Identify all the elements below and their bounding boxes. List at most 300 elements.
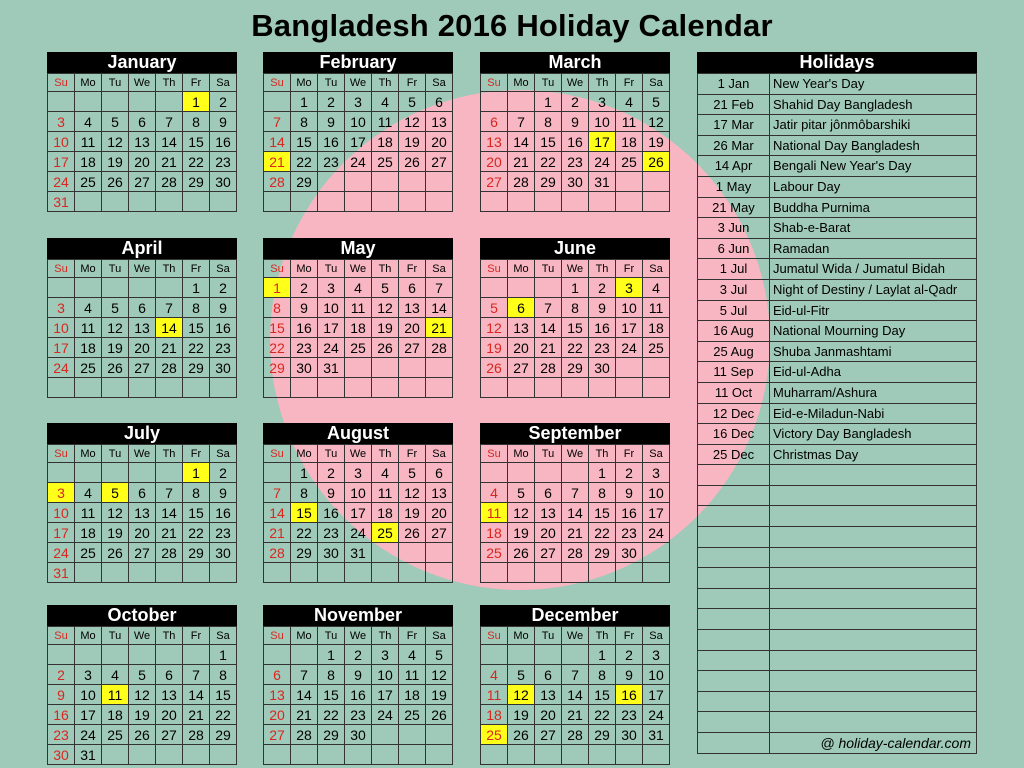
day-cell: 27 [508, 358, 535, 378]
month-name: December [480, 605, 670, 626]
holiday-date-empty [698, 465, 770, 486]
weekday-label: Th [156, 260, 183, 278]
day-cell: 10 [48, 132, 75, 152]
day-cell: 13 [508, 318, 535, 338]
holiday-row [698, 218, 977, 239]
empty-day-cell [562, 745, 589, 765]
empty-day-cell [345, 563, 372, 583]
day-cell: 12 [399, 112, 426, 132]
day-cell: 7 [183, 665, 210, 685]
weekday-label: Su [481, 260, 508, 278]
holiday-date-empty [698, 609, 770, 630]
weekday-label: We [129, 627, 156, 645]
weekday-label: Tu [535, 445, 562, 463]
empty-day-cell [75, 378, 102, 398]
empty-day-cell [318, 378, 345, 398]
empty-day-cell [426, 172, 453, 192]
empty-day-cell [156, 563, 183, 583]
empty-day-cell [508, 278, 535, 298]
holiday-day-cell: 17 [589, 132, 616, 152]
empty-day-cell [48, 463, 75, 483]
holiday-row-empty [698, 651, 977, 672]
day-cell: 28 [508, 172, 535, 192]
holiday-name-empty [770, 630, 977, 651]
day-cell: 27 [129, 543, 156, 563]
day-cell: 2 [318, 92, 345, 112]
empty-day-cell [616, 378, 643, 398]
empty-day-cell [156, 463, 183, 483]
holiday-name-empty [770, 465, 977, 486]
weekday-label: Mo [291, 445, 318, 463]
holiday-row-empty [698, 712, 977, 733]
empty-day-cell [481, 645, 508, 665]
month-grid [263, 259, 453, 398]
holiday-name-empty [770, 589, 977, 610]
empty-day-cell [129, 278, 156, 298]
day-cell: 27 [399, 338, 426, 358]
empty-day-cell [399, 192, 426, 212]
weekday-label: Mo [291, 74, 318, 92]
month-november [263, 605, 453, 765]
day-cell: 25 [75, 543, 102, 563]
day-cell: 16 [589, 318, 616, 338]
day-cell: 4 [75, 298, 102, 318]
day-cell: 29 [183, 358, 210, 378]
day-cell: 20 [535, 705, 562, 725]
day-cell: 4 [345, 278, 372, 298]
holiday-row [698, 280, 977, 301]
day-cell: 27 [156, 725, 183, 745]
weekday-label: Th [589, 260, 616, 278]
day-cell: 13 [481, 132, 508, 152]
day-cell: 26 [481, 358, 508, 378]
month-september [480, 423, 670, 583]
empty-day-cell [345, 172, 372, 192]
empty-day-cell [399, 358, 426, 378]
day-cell: 13 [156, 685, 183, 705]
day-cell: 8 [562, 298, 589, 318]
empty-day-cell [399, 745, 426, 765]
day-cell: 5 [508, 665, 535, 685]
month-name: January [47, 52, 237, 73]
day-cell: 20 [129, 338, 156, 358]
empty-day-cell [102, 563, 129, 583]
empty-day-cell [481, 192, 508, 212]
empty-day-cell [399, 725, 426, 745]
day-cell: 23 [562, 152, 589, 172]
month-july [47, 423, 237, 583]
weekday-label: Mo [291, 627, 318, 645]
weekday-label: Mo [508, 627, 535, 645]
day-cell: 18 [399, 685, 426, 705]
weekday-label: Fr [399, 445, 426, 463]
day-cell: 20 [129, 152, 156, 172]
holiday-name: Ramadan [770, 239, 977, 260]
empty-day-cell [156, 645, 183, 665]
empty-day-cell [562, 192, 589, 212]
holiday-date: 12 Dec [698, 404, 770, 425]
day-cell: 12 [102, 318, 129, 338]
day-cell: 4 [399, 645, 426, 665]
day-cell: 1 [291, 92, 318, 112]
month-august [263, 423, 453, 583]
day-cell: 17 [48, 523, 75, 543]
day-cell: 5 [129, 665, 156, 685]
day-cell: 16 [291, 318, 318, 338]
page-title: Bangladesh 2016 Holiday Calendar [251, 8, 773, 43]
day-cell: 6 [535, 665, 562, 685]
day-cell: 7 [562, 665, 589, 685]
holiday-date-empty [698, 630, 770, 651]
day-cell: 2 [48, 665, 75, 685]
holiday-row [698, 136, 977, 157]
day-cell: 21 [562, 705, 589, 725]
empty-day-cell [481, 463, 508, 483]
empty-day-cell [481, 278, 508, 298]
empty-day-cell [426, 543, 453, 563]
day-cell: 25 [616, 152, 643, 172]
day-cell: 11 [372, 112, 399, 132]
day-cell: 18 [345, 318, 372, 338]
day-cell: 12 [102, 503, 129, 523]
day-cell: 29 [183, 172, 210, 192]
empty-day-cell [399, 563, 426, 583]
day-cell: 15 [562, 318, 589, 338]
day-cell: 14 [508, 132, 535, 152]
day-cell: 19 [129, 705, 156, 725]
day-cell: 13 [129, 132, 156, 152]
day-cell: 24 [616, 338, 643, 358]
holiday-date: 14 Apr [698, 156, 770, 177]
day-cell: 5 [426, 645, 453, 665]
day-cell: 9 [318, 483, 345, 503]
empty-day-cell [372, 378, 399, 398]
empty-day-cell [372, 745, 399, 765]
day-cell: 8 [183, 298, 210, 318]
day-cell: 18 [75, 338, 102, 358]
holiday-date-empty [698, 506, 770, 527]
holiday-name-empty [770, 651, 977, 672]
empty-day-cell [535, 563, 562, 583]
day-cell: 19 [372, 318, 399, 338]
day-cell: 24 [345, 523, 372, 543]
empty-day-cell [129, 563, 156, 583]
day-cell: 27 [481, 172, 508, 192]
day-cell: 16 [48, 705, 75, 725]
day-cell: 28 [426, 338, 453, 358]
day-cell: 18 [372, 132, 399, 152]
holiday-date-empty [698, 548, 770, 569]
day-cell: 30 [318, 543, 345, 563]
day-cell: 6 [156, 665, 183, 685]
holiday-row [698, 362, 977, 383]
holiday-name: New Year's Day [770, 74, 977, 95]
holiday-day-cell: 14 [156, 318, 183, 338]
holiday-date: 5 Jul [698, 301, 770, 322]
day-cell: 2 [210, 278, 237, 298]
day-cell: 4 [616, 92, 643, 112]
day-cell: 2 [210, 92, 237, 112]
holiday-row [698, 177, 977, 198]
day-cell: 31 [318, 358, 345, 378]
empty-day-cell [75, 645, 102, 665]
day-cell: 13 [535, 685, 562, 705]
empty-day-cell [183, 745, 210, 765]
day-cell: 9 [48, 685, 75, 705]
day-cell: 17 [345, 132, 372, 152]
empty-day-cell [75, 192, 102, 212]
empty-day-cell [535, 645, 562, 665]
empty-day-cell [48, 645, 75, 665]
day-cell: 8 [589, 665, 616, 685]
weekday-label: Su [48, 445, 75, 463]
day-cell: 19 [508, 705, 535, 725]
empty-day-cell [102, 378, 129, 398]
empty-day-cell [372, 172, 399, 192]
month-january [47, 52, 237, 212]
weekday-label: Tu [318, 445, 345, 463]
empty-day-cell [643, 378, 670, 398]
day-cell: 27 [129, 358, 156, 378]
day-cell: 6 [129, 298, 156, 318]
holiday-name: Eid-ul-Fitr [770, 301, 977, 322]
holiday-day-cell: 25 [481, 725, 508, 745]
day-cell: 18 [481, 523, 508, 543]
weekday-label: Sa [643, 627, 670, 645]
empty-day-cell [535, 192, 562, 212]
day-cell: 16 [345, 685, 372, 705]
day-cell: 2 [616, 645, 643, 665]
holiday-row-empty [698, 609, 977, 630]
empty-day-cell [102, 92, 129, 112]
day-cell: 29 [210, 725, 237, 745]
day-cell: 4 [75, 483, 102, 503]
empty-day-cell [535, 378, 562, 398]
day-cell: 17 [643, 503, 670, 523]
day-cell: 16 [210, 503, 237, 523]
day-cell: 30 [562, 172, 589, 192]
empty-day-cell [129, 378, 156, 398]
holiday-day-cell: 16 [616, 685, 643, 705]
day-cell: 30 [345, 725, 372, 745]
holiday-date-empty [698, 692, 770, 713]
holiday-name: National Day Bangladesh [770, 136, 977, 157]
day-cell: 5 [372, 278, 399, 298]
empty-day-cell [372, 725, 399, 745]
day-cell: 14 [562, 503, 589, 523]
day-cell: 24 [48, 543, 75, 563]
weekday-label: We [345, 627, 372, 645]
day-cell: 19 [399, 503, 426, 523]
empty-day-cell [562, 563, 589, 583]
weekday-label: Fr [183, 627, 210, 645]
empty-day-cell [426, 192, 453, 212]
holiday-row [698, 383, 977, 404]
day-cell: 10 [589, 112, 616, 132]
holiday-name: Buddha Purnima [770, 198, 977, 219]
day-cell: 10 [616, 298, 643, 318]
weekday-label: We [345, 74, 372, 92]
month-name: February [263, 52, 453, 73]
day-cell: 19 [508, 523, 535, 543]
weekday-label: Su [481, 74, 508, 92]
month-name: August [263, 423, 453, 444]
day-cell: 21 [156, 338, 183, 358]
day-cell: 15 [183, 132, 210, 152]
day-cell: 3 [48, 112, 75, 132]
weekday-label: Th [589, 627, 616, 645]
day-cell: 29 [291, 172, 318, 192]
day-cell: 27 [535, 725, 562, 745]
weekday-label: Su [48, 260, 75, 278]
day-cell: 30 [48, 745, 75, 765]
weekday-label: Mo [508, 445, 535, 463]
empty-day-cell [48, 278, 75, 298]
day-cell: 7 [562, 483, 589, 503]
day-cell: 21 [535, 338, 562, 358]
weekday-label: Mo [508, 74, 535, 92]
holiday-name-empty [770, 506, 977, 527]
day-cell: 13 [535, 503, 562, 523]
day-cell: 31 [345, 543, 372, 563]
weekday-label: Fr [399, 627, 426, 645]
day-cell: 4 [372, 463, 399, 483]
day-cell: 29 [183, 543, 210, 563]
day-cell: 12 [372, 298, 399, 318]
day-cell: 26 [102, 358, 129, 378]
day-cell: 15 [318, 685, 345, 705]
weekday-label: Mo [291, 260, 318, 278]
day-cell: 19 [643, 132, 670, 152]
day-cell: 22 [562, 338, 589, 358]
day-cell: 26 [102, 172, 129, 192]
empty-day-cell [264, 563, 291, 583]
day-cell: 16 [616, 503, 643, 523]
day-cell: 25 [102, 725, 129, 745]
month-grid [47, 444, 237, 583]
day-cell: 7 [156, 483, 183, 503]
day-cell: 14 [156, 503, 183, 523]
day-cell: 28 [264, 172, 291, 192]
empty-day-cell [535, 278, 562, 298]
weekday-label: We [562, 260, 589, 278]
day-cell: 18 [372, 503, 399, 523]
empty-day-cell [156, 745, 183, 765]
empty-day-cell [264, 378, 291, 398]
day-cell: 5 [508, 483, 535, 503]
holiday-row [698, 445, 977, 466]
empty-day-cell [156, 278, 183, 298]
holiday-date: 21 Feb [698, 95, 770, 116]
day-cell: 29 [589, 725, 616, 745]
day-cell: 5 [399, 92, 426, 112]
empty-day-cell [535, 745, 562, 765]
holiday-row-empty [698, 527, 977, 548]
holiday-name-empty [770, 486, 977, 507]
month-grid [47, 73, 237, 212]
empty-day-cell [589, 192, 616, 212]
holiday-date: 16 Aug [698, 321, 770, 342]
weekday-label: Su [48, 627, 75, 645]
holiday-date: 25 Aug [698, 342, 770, 363]
day-cell: 28 [183, 725, 210, 745]
day-cell: 3 [589, 92, 616, 112]
day-cell: 28 [562, 543, 589, 563]
empty-day-cell [183, 645, 210, 665]
day-cell: 22 [589, 705, 616, 725]
holiday-list [697, 73, 977, 754]
day-cell: 28 [264, 543, 291, 563]
empty-day-cell [129, 645, 156, 665]
day-cell: 15 [183, 318, 210, 338]
day-cell: 26 [399, 523, 426, 543]
month-grid [263, 444, 453, 583]
day-cell: 8 [589, 483, 616, 503]
day-cell: 27 [426, 152, 453, 172]
month-grid [263, 73, 453, 212]
empty-day-cell [129, 92, 156, 112]
day-cell: 30 [291, 358, 318, 378]
empty-day-cell [508, 745, 535, 765]
month-name: November [263, 605, 453, 626]
day-cell: 2 [210, 463, 237, 483]
holiday-day-cell: 12 [508, 685, 535, 705]
holiday-row [698, 156, 977, 177]
holiday-name: Labour Day [770, 177, 977, 198]
day-cell: 28 [562, 725, 589, 745]
day-cell: 10 [372, 665, 399, 685]
holiday-row-empty [698, 506, 977, 527]
day-cell: 1 [291, 463, 318, 483]
day-cell: 7 [426, 278, 453, 298]
day-cell: 3 [643, 645, 670, 665]
day-cell: 31 [48, 192, 75, 212]
day-cell: 29 [589, 543, 616, 563]
empty-day-cell [589, 378, 616, 398]
holiday-date: 3 Jun [698, 218, 770, 239]
day-cell: 24 [589, 152, 616, 172]
holiday-date: 1 Jul [698, 259, 770, 280]
day-cell: 8 [291, 112, 318, 132]
day-cell: 8 [183, 483, 210, 503]
holiday-date: 11 Sep [698, 362, 770, 383]
month-march [480, 52, 670, 212]
day-cell: 23 [345, 705, 372, 725]
empty-day-cell [508, 378, 535, 398]
day-cell: 11 [372, 483, 399, 503]
day-cell: 10 [345, 483, 372, 503]
day-cell: 12 [102, 132, 129, 152]
day-cell: 6 [535, 483, 562, 503]
empty-day-cell [345, 192, 372, 212]
weekday-label: Fr [616, 74, 643, 92]
day-cell: 26 [399, 152, 426, 172]
holiday-date-empty [698, 527, 770, 548]
empty-day-cell [643, 358, 670, 378]
weekday-label: Tu [102, 627, 129, 645]
month-april [47, 238, 237, 398]
empty-day-cell [102, 645, 129, 665]
day-cell: 29 [562, 358, 589, 378]
day-cell: 30 [210, 358, 237, 378]
day-cell: 26 [508, 543, 535, 563]
day-cell: 20 [535, 523, 562, 543]
weekday-label: Sa [210, 627, 237, 645]
day-cell: 9 [562, 112, 589, 132]
day-cell: 15 [589, 503, 616, 523]
day-cell: 18 [102, 705, 129, 725]
day-cell: 31 [48, 563, 75, 583]
